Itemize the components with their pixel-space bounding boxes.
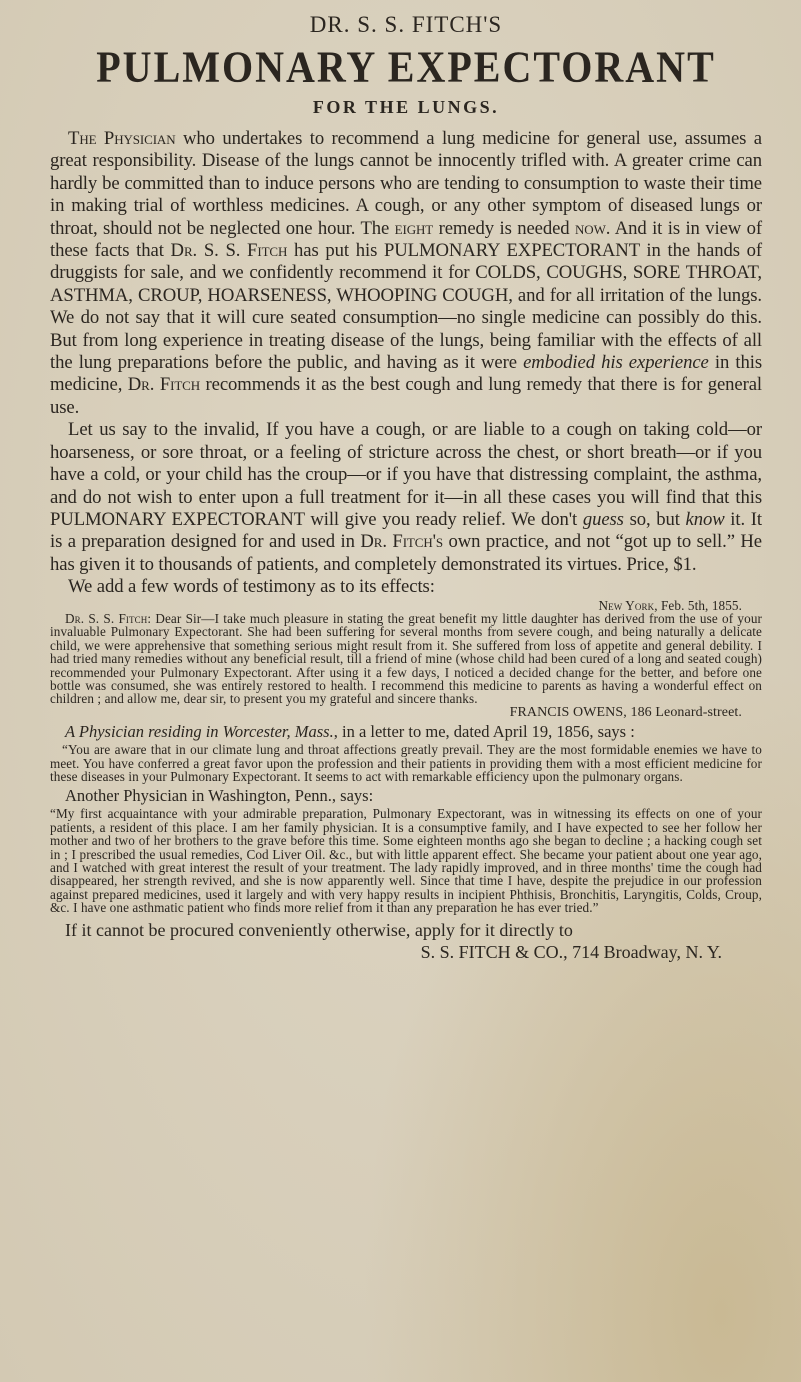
letter3-body: “My first acquaintance with your admirable preparation, Pulmonary Expectorant, was in witnessing its effects on one of your patients, a resident of this place. I am her family physician. It is a consumptive family, and I have expected to see her follow her mother and two of her brothers to the grave before this time. Some eighteen months ago she began to decline ; a hacking cough set in ; I prescribed the usual remedies, Cod Liver Oil. &c., but with little apparent effect. She became your patient about one year ago, and I watched with great interest the result of your treatment. The lady rapidly improved, and in three months' time the cough had disappeared, her strength revived, and she is now apparently well. Since that time I have, despite the prejudice in our profession against prepared medicines, used it largely and with very happy results in incipient Phthisis, Bronchitis, Laryngitis, Colds, Croup, &c. I have one asthmatic patient who finds more relief from it than any preparation he has ever tried.” bbox=[50, 806, 762, 916]
letter1-dateline: New York, Feb. 5th, 1855. bbox=[598, 597, 742, 613]
testimony-intro: We add a few words of testimony as to its effects: bbox=[68, 576, 435, 598]
letter1-signature: FRANCIS OWENS, 186 Leonard-street. bbox=[509, 704, 742, 720]
page-title: PULMONARY EXPECTORANT bbox=[96, 41, 716, 92]
letter2-body: “You are aware that in our climate lung and throat affections greatly prevail. They are the most formidable enemies we have to meet. You have conferred a great favor upon the profession and their patients in providing them with a most efficient medicine for these diseases in your Pulmonary Expectorant. It seems to act with remarkable efficiency upon the pulmonary organs. bbox=[50, 742, 762, 784]
invalid-paragraph: Let us say to the invalid, If you have a cough, or are liable to a cough on taking cold—or hoarseness, or sore throat, or a feeling of stricture across the chest, or short breath—or if you have a cold, or your child has the croup—or if you have that distressing complaint, the asthma, and do not wish to enter upon a full treatment for it—in all these cases you will find that this PULMONARY EXPECTORANT will give you ready relief. We don't guess so, but know it. It is a preparation designed for and used in Dr. Fitch's own practice, and not “got up to sell.” He has given it to thousands of patients, and completely demonstrated its virtues. Price, $1. bbox=[50, 419, 763, 575]
header-doctor-name: DR. S. S. FITCH'S bbox=[309, 12, 503, 37]
page-subtitle: FOR THE LUNGS. bbox=[312, 97, 500, 117]
letter1-body: Dr. S. S. Fitch: Dear Sir—I take much pleasure in stating the great benefit my little daughter has derived from the use of your invaluable Pulmonary Expectorant. She had been suffering for several months from severe cough, and being naturally a delicate child, we were apprehensive that something serious might result from it. She suffered from loss of appetite and general debility. I had tried many remedies without any beneficial result, till a friend of mine (whose child had been cured of a long and seated cough) recommended your Pulmonary Expectorant. After using it a few days, I noticed a decided change for the better, and before one bottle was consumed, she was entirely restored to health. I recommend this medicine to parents as having a wonderful effect on children ; and allow me, dear sir, to present you my grateful and sincere thanks. bbox=[50, 610, 763, 707]
intro-paragraph: The Physician who undertakes to recommend a lung medicine for general use, assumes a great responsibility. Disease of the lungs cannot be innocently trifled with. A greater crime can hardly be committed than to induce persons who are tending to consumption to waste their time in making trial of worthless medicines. A cough, or any other symptom of diseased lungs or throat, should not be neglected one hour. The eight remedy is needed now. And it is in view of these facts that Dr. S. S. Fitch has put his PULMONARY EXPECTORANT in the hands of druggists for sale, and we confidently recommend it for COLDS, COUGHS, SORE THROAT, ASTHMA, CROUP, HOARSENESS, WHOOPING COUGH, and for all irritation of the lungs. We do not say that it will cure seated consumption—no single medicine can possibly do this. But from long experience in treating disease of the lungs, being familiar with the effects of all the lung preparations before the public, and having as it were embodied his experience in this medicine, Dr. Fitch recommends it as the best cough and lung remedy that there is for general use. bbox=[50, 128, 763, 418]
footer-instruction: If it cannot be procured conveniently otherwise, apply for it directly to bbox=[65, 919, 573, 940]
footer-address: S. S. FITCH & CO., 714 Broadway, N. Y. bbox=[420, 941, 722, 962]
letter3-intro: Another Physician in Washington, Penn., says: bbox=[65, 786, 374, 806]
letter2-intro: A Physician residing in Worcester, Mass., in a letter to me, dated April 19, 1856, says : bbox=[65, 722, 635, 742]
advertisement-page bbox=[50, 0, 762, 963]
